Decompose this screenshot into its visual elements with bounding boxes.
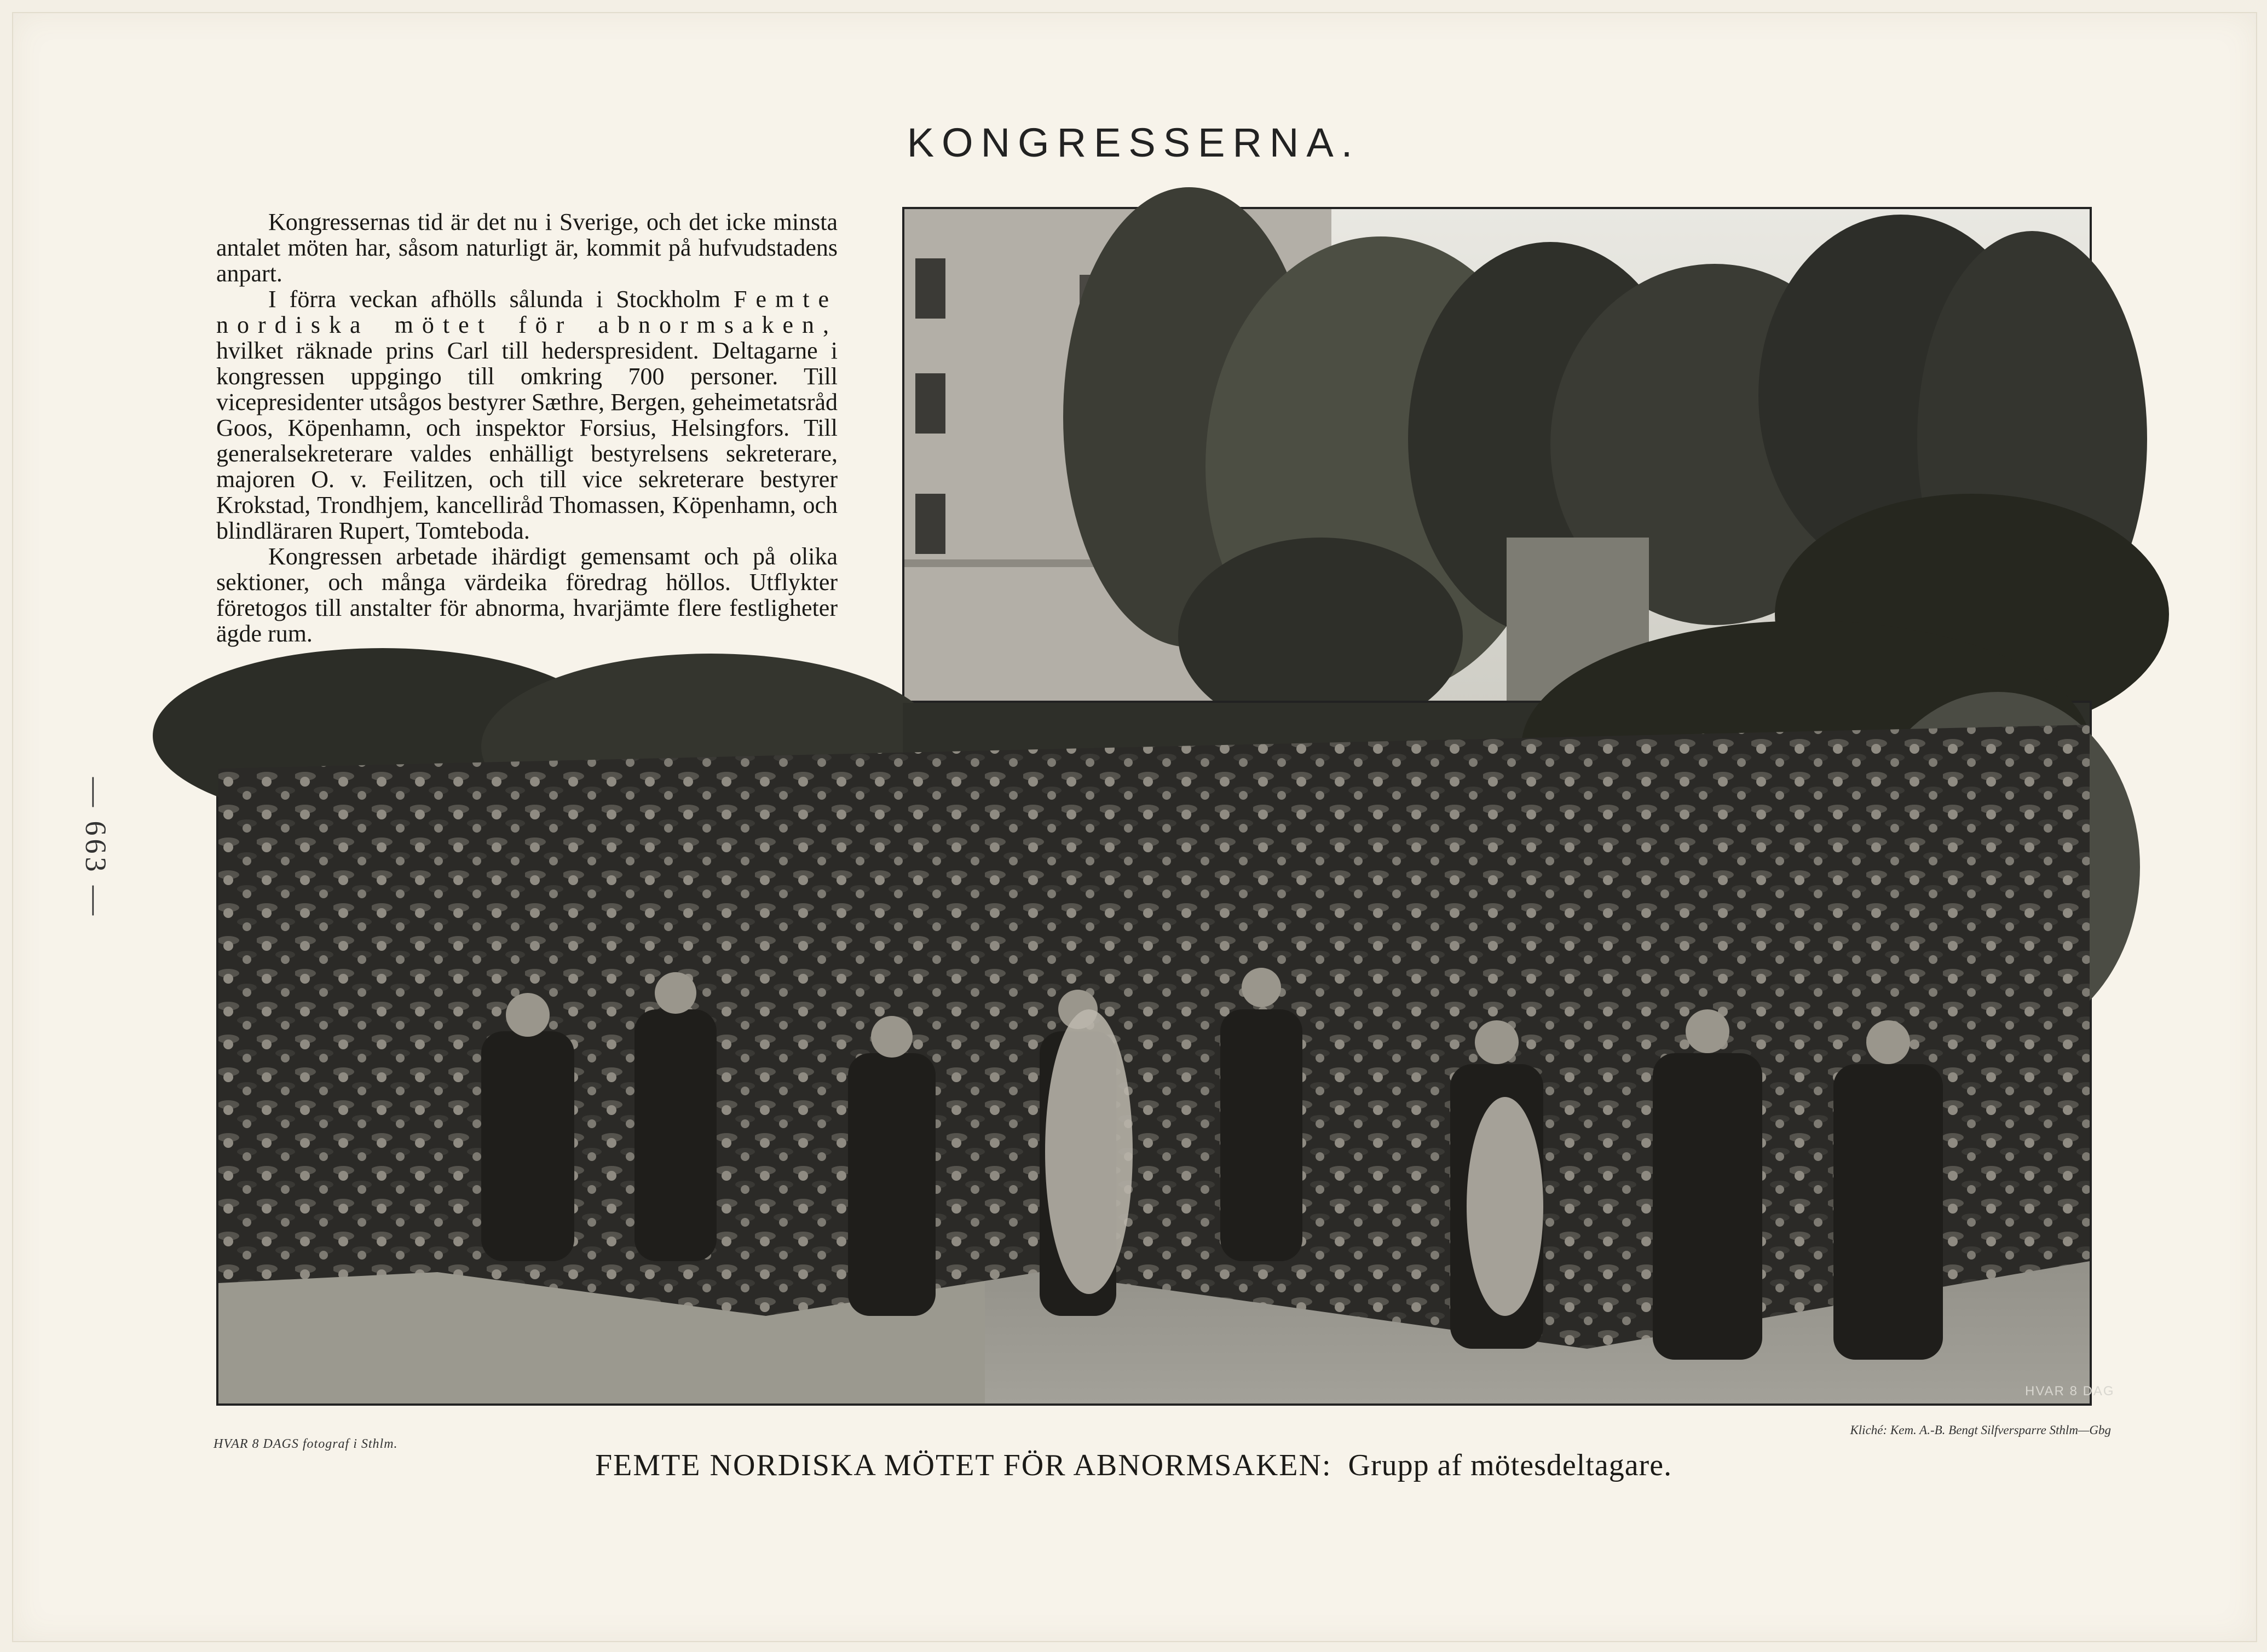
caption-subtitle: Grupp af mötesdeltagare.: [1348, 1448, 1672, 1482]
article-paragraph-1: Kongressernas tid är det nu i Sverige, och det icke minsta antalet möten har, såsom naturligt är, kommit på hufvudstadens anpart.: [216, 209, 838, 287]
page-number: — 663 —: [79, 777, 112, 919]
article-paragraph-3: Kongressen arbetade ihärdigt gemensamt och på olika sektioner, och många värdeika föredrag höllos. Utflykter företogos till anstalter för abnorma, hvarjämte flere festligheter ägde rum.: [216, 543, 838, 647]
photographer-credit: HVAR 8 DAGS fotograf i Sthlm.: [214, 1437, 398, 1451]
article-paragraph-2-end: hvilket räknade prins Carl till hederspresident. Deltagarne i kongressen uppgingo till omkring 700 personer. Till vicepresidenter utsågos bestyrer Sæthre, Bergen, geheimetatsråd Goos, Köpenhamn, och inspektor Forsius, Helsingfors. Till generalsekreterare valdes enhälligt bestyrelsens sekreterare, majoren O. v. Feilitzen, och till vice sekreterare bestyrer Krokstad, Trondhjem, kancellіråd Thomassen, Köpenhamn, och blindläraren Rupert, Tomteboda.: [216, 337, 838, 544]
engraver-credit: Kliché: Kem. A.-B. Bengt Silfversparre Sthlm—Gbg: [1850, 1423, 2111, 1437]
article-paragraph-2-spaced: Femte nordiska mötet för abnormsaken,: [216, 286, 838, 338]
group-photograph: [216, 701, 2115, 1406]
article-paragraph-2: [216, 286, 838, 544]
group-photograph-image: [218, 703, 2115, 1403]
caption-title: FEMTE NORDISKA MÖTET FÖR ABNORMSAKEN:: [595, 1448, 1332, 1482]
photo-stamp: HVAR 8 DAG: [2025, 1384, 2115, 1399]
article-paragraph-2-start: I förra veckan afhölls sålunda i Stockholm: [268, 286, 720, 313]
photo-caption: [0, 1448, 2267, 1483]
page-title: KONGRESSERNA.: [907, 120, 1360, 165]
article-text: [216, 209, 838, 646]
